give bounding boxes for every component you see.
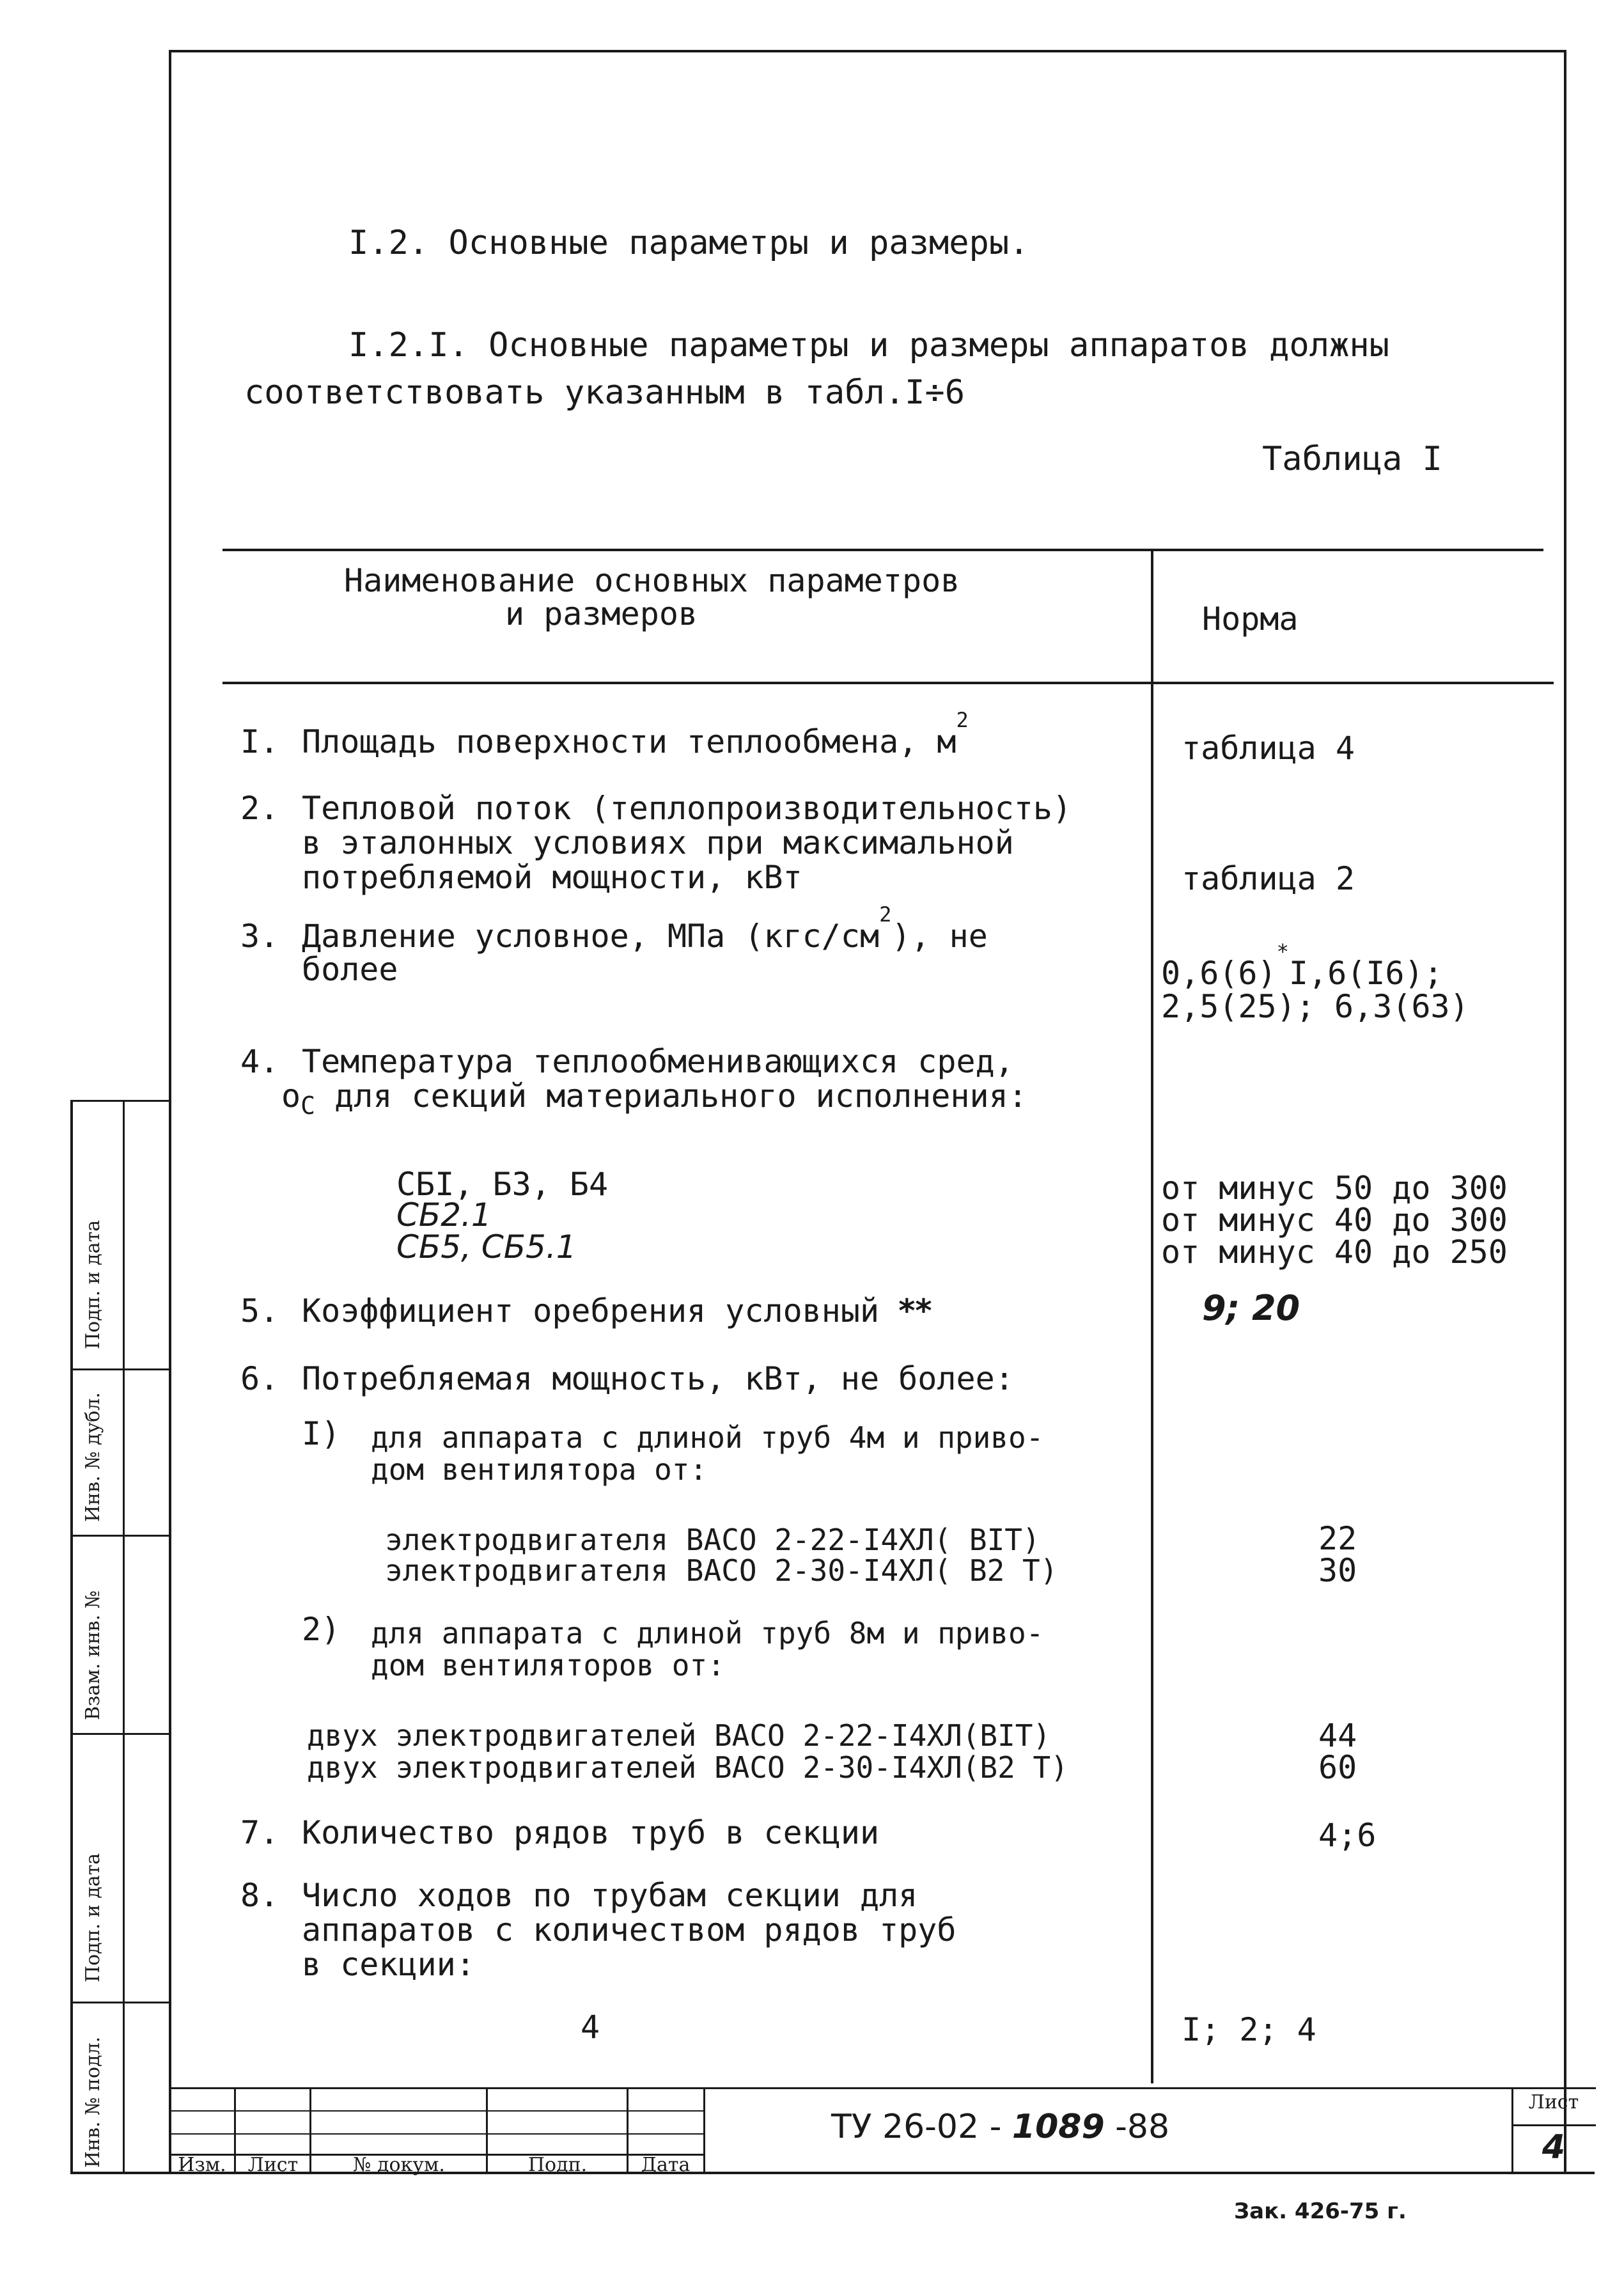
side-label-vzam-inv: Взам. инв. № [82,1590,104,1720]
row-7-num: 7. [240,1814,279,1851]
sub-1-num: I) [302,1415,341,1452]
motor-3: двух электродвигателей ВАСО 2-22-I4ХЛ(BIT) [307,1718,1051,1753]
sub-1-text-1: для аппарата с длиной труб 4м и приво- [371,1420,1044,1455]
stamp-col-izm: Изм. [178,2154,226,2176]
side-label-inv-podl: Инв. № подл. [82,2036,104,2168]
row-7-text: Количество рядов труб в секции [302,1814,880,1851]
section-heading: I.2. Основные параметры и размеры. [348,224,1029,262]
sub-2-text-2: дом вентиляторов от: [371,1648,725,1682]
frame-right [1564,50,1566,2173]
row-5-norm: 9; 20 [1202,1288,1300,1328]
side-label-inv-dubl: Инв. № дубл. [82,1392,104,1522]
row-1-norm: таблица 4 [1182,730,1355,767]
temp-norm-2: от минус 40 до 300 [1161,1202,1508,1239]
table-top-rule [223,549,1543,551]
sub-1-text-2: дом вентилятора от: [371,1452,708,1487]
document-code: ТУ 26-02 - 1089 -88 [831,2108,1170,2146]
table-header-param-1: Наименование основных параметров [344,562,960,599]
row-1-num: I. [240,723,279,760]
motor-4: двух электродвигателей ВАСО 2-30-I4ХЛ(В2 Т) [307,1750,1068,1785]
row-3-text-1: Давление условное, МПа $(кгс/см^2)$, не [302,902,988,955]
row-3-text-2: более [302,951,398,988]
row-8-text-1: Число ходов по трубам секции для [302,1877,918,1914]
row-5-text: Коэффициент оребрения условный ** [302,1292,932,1329]
table-header-norm: Норма [1202,600,1299,638]
sheet-label: Лист [1528,2091,1579,2113]
sub-2-text-1: для аппарата с длиной труб 8м и приво- [371,1616,1044,1650]
material-sb21: СБ2.1 [396,1196,492,1234]
power-norm-4: 60 [1318,1749,1357,1786]
side-label-podp-data-2: Подп. и дата [82,1219,104,1349]
row-4-num: 4. [240,1043,279,1080]
sheet-number: 4 [1542,2128,1566,2167]
row-6-num: 6. [240,1360,279,1397]
stamp-col-podp: Подп. [527,2154,588,2176]
row-2-text-3: потребляемой мощности, кВт [302,859,802,896]
row-3-norm-1: 0,6(6)*I,6(I6); [1161,939,1443,992]
order-number: Зак. 426-75 г. [1234,2199,1407,2224]
table-label: Таблица I [1262,440,1442,478]
side-label-podp-data-1: Подп. и дата [82,1853,104,1982]
row-4-text-2: $о_С$ для секций материального исполнения: [281,1078,1027,1120]
power-norm-3: 44 [1318,1717,1357,1754]
row-8-text-3: в секции: [302,1946,475,1983]
stamp-col-data: Дата [641,2154,691,2176]
stamp-col-list: Лист [247,2154,299,2176]
temp-norm-3: от минус 40 до 250 [1161,1234,1508,1271]
row-8-text-2: аппаратов с количеством рядов труб [302,1911,956,1948]
row-6-text: Потребляемая мощность, кВт, не более: [302,1360,1014,1397]
material-sbi: СБI, Б3, Б4 [396,1166,609,1203]
row-2-norm: таблица 2 [1182,860,1355,897]
table-header-rule [223,682,1554,684]
table-header-param-2: и размеров [505,595,698,632]
material-sb5: СБ5, СБ5.1 [396,1228,577,1266]
power-norm-1: 22 [1318,1520,1357,1557]
frame-top [169,50,1566,52]
row-3-num: 3. [240,918,279,955]
row-2-text-2: в эталонных условиях при максимальной [302,824,1014,861]
row-2-num: 2. [240,790,279,827]
motor-2: электродвигателя ВАСО 2-30-I4ХЛ( В2 Т) [385,1553,1058,1588]
power-norm-2: 30 [1318,1552,1357,1589]
row-5-num: 5. [240,1292,279,1329]
row-2-text-1: Тепловой поток (теплопроизводительность) [302,790,1072,827]
row-8-value: 4 [581,2009,600,2046]
sub-2-num: 2) [302,1611,341,1648]
temp-norm-1: от минус 50 до 300 [1161,1170,1508,1207]
row-1-text: Площадь поверхности теплообмена, $м^2$ [302,708,969,760]
row-3-norm-2: 2,5(25); 6,3(63) [1161,988,1469,1025]
motor-1: электродвигателя ВАСО 2-22-I4ХЛ( BIT) [385,1523,1040,1557]
row-7-norm: 4;6 [1318,1817,1377,1854]
table-column-divider [1151,549,1153,2083]
row-8-norm: I; 2; 4 [1182,2011,1316,2048]
paragraph-line-2: соответствовать указанным в табл.I÷6 [244,373,965,412]
stamp-col-doc: № докум. [353,2154,445,2176]
row-4-text-1: Температура теплообменивающихся сред, [302,1043,1014,1080]
paragraph-line-1: I.2.I. Основные параметры и размеры аппаратов должны [348,326,1389,364]
row-8-num: 8. [240,1877,279,1914]
